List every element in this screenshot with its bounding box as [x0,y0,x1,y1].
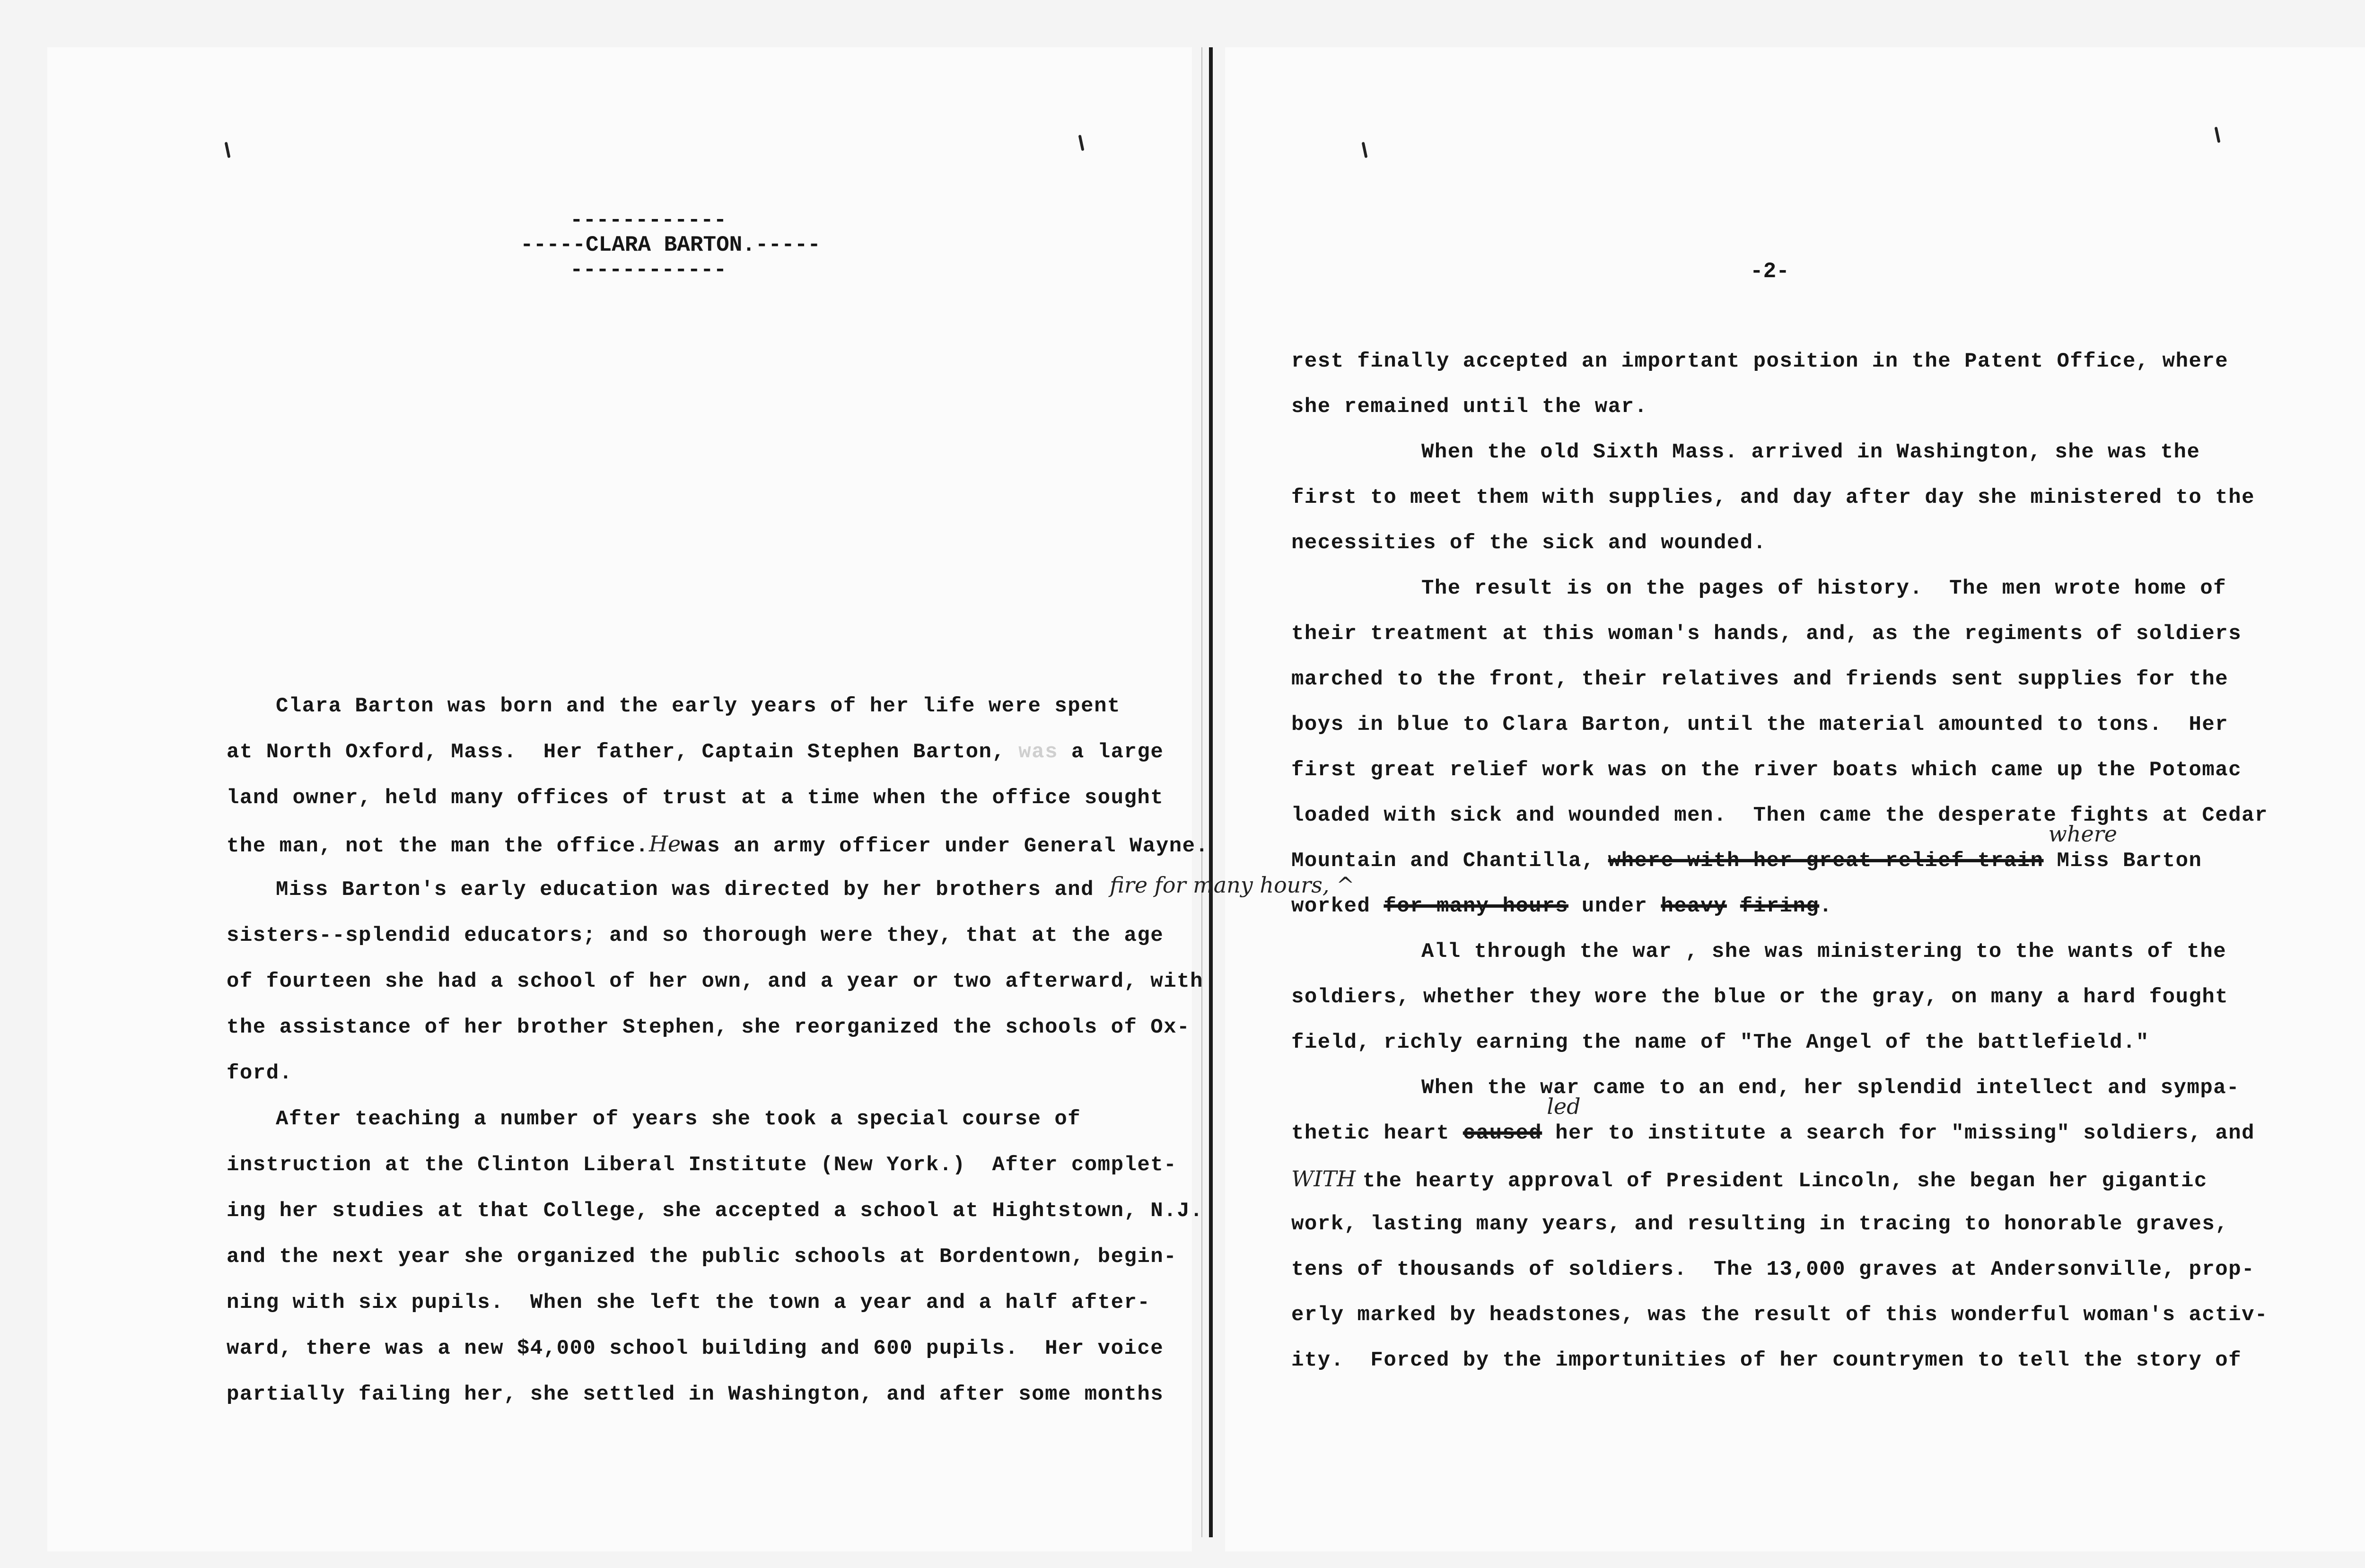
typed-text: worked [1291,894,1384,918]
text-line [227,784,1164,812]
typed-text: necessities of the sick and wounded. [1291,531,1767,555]
text-line [227,1334,1164,1363]
typed-text [1727,894,1740,918]
title-rule-top: ------------ [570,208,727,233]
typed-text: After teaching a number of years she took a special course of [276,1107,1081,1131]
text-line [1291,1165,2207,1195]
text-line [1110,872,1833,920]
typed-text: land owner, held many offices of trust at a time when the office sought [227,786,1164,810]
typed-text: ford. [227,1061,293,1085]
typed-text: ward, there was a new $4,000 school building and 600 pupils. Her voice [227,1337,1164,1360]
text-line [276,1105,1081,1133]
struck-text: caused [1463,1121,1542,1145]
text-line [1421,937,2226,966]
typed-text: rest finally accepted an important position in the Patent Office, where [1291,350,2229,373]
text-line [1291,801,2268,830]
text-line [227,1059,293,1087]
text-line [276,692,1121,720]
typed-text: erly marked by headstones, was the result of this wonderful woman's activ- [1291,1303,2268,1327]
title-rule-bottom: ------------ [570,258,727,282]
page-divider [1209,47,1213,1537]
typed-text: marched to the front, their relatives and friends sent supplies for the [1291,667,2229,691]
typed-text: her to institute a search for "missing" soldiers, and [1542,1121,2255,1145]
typed-text: sisters--splendid educators; and so thorough were they, that at the age [227,924,1164,947]
text-line [1291,483,2255,512]
typed-text: Clara Barton was born and the early years of her life were spent [276,694,1121,718]
handwritten-note: He [648,831,681,857]
text-line [1291,1210,2228,1238]
struck-text: firing [1740,894,1820,918]
typed-text: first great relief work was on the river boats which came up the Potomac [1291,758,2242,782]
typed-text: the hearty approval of President Lincoln, she began her gigantic [1362,1169,2207,1193]
typed-text: All through the war , she was ministering to the wants of the [1421,940,2227,964]
typed-text: ity. Forced by the importunities of her countrymen to tell the story of [1291,1349,2242,1372]
page-edge [1201,47,1202,1537]
typed-text: field, richly earning the name of "The Angel of the battlefield." [1291,1031,2149,1054]
struck-text: heavy [1661,894,1727,918]
typed-text: the man, not the man the office. [227,834,649,858]
struck-text: where with her great relief train [1608,849,2044,873]
text-line [227,1380,1164,1409]
typed-text: Miss Barton [2043,849,2202,873]
text-line [227,967,1203,996]
typed-text: their treatment at this woman's hands, and, as the regiments of soldiers [1291,622,2242,646]
text-line [1291,1255,2255,1284]
typed-text: and the next year she organized the public schools at Bordentown, begin- [227,1245,1177,1269]
page-number: -2- [1750,259,1789,284]
typed-text: loaded with sick and wounded men. Then came the desperate fights at Cedar [1291,804,2268,827]
text-line [1421,438,2200,466]
text-line [1291,1301,2268,1329]
typed-text: she remained until the war. [1291,395,1648,419]
text-line [1421,574,2226,603]
typed-text: was [1018,740,1058,764]
text-line [227,1151,1177,1179]
text-line [1291,393,1647,421]
text-line [227,1243,1177,1271]
text-line [227,1197,1203,1225]
text-line [227,1013,1190,1042]
text-line [227,738,1164,766]
typed-text: The result is on the pages of history. The men wrote home of [1421,577,2227,600]
typed-text: Mountain and Chantilla, [1291,849,1608,873]
typed-text: Miss Barton's early education was directed by her brothers and [276,878,1095,902]
text-line [1291,756,2242,784]
document-title: -----CLARA BARTON.----- [520,233,821,257]
text-line [1291,665,2228,693]
struck-text: for many hours [1384,894,1569,918]
text-line [227,1288,1150,1317]
typed-text: When the war came to an end, her splendid intellect and sympa- [1421,1076,2240,1100]
typed-text: tens of thousands of soldiers. The 13,000 graves at Andersonville, prop- [1291,1258,2255,1281]
handwritten-note: led [1547,1094,1581,1119]
text-line [1291,620,2242,648]
typed-text: boys in blue to Clara Barton, until the material amounted to tons. Her [1291,713,2229,736]
typed-text: work, lasting many years, and resulting in tracing to honorable graves, [1291,1212,2229,1236]
text-line [1291,983,2228,1011]
typed-text: When the old Sixth Mass. arrived in Washington, she was the [1421,440,2200,464]
typed-text: instruction at the Clinton Liberal Institute (New York.) After complet- [227,1153,1177,1177]
text-line [1291,1094,2255,1148]
text-line [1291,1346,2242,1375]
typed-text: ing her studies at that College, she accepted a school at Hightstown, N.J. [227,1199,1203,1223]
typed-text: the assistance of her brother Stephen, she reorganized the schools of Ox- [227,1016,1191,1039]
text-line [1291,529,1767,557]
text-line [276,876,1094,904]
typed-text: of fourteen she had a school of her own, and a year or two afterward, with [227,970,1203,993]
typed-text: ning with six pupils. When she left the town a year and a half after- [227,1291,1151,1314]
typed-text: . [1819,894,1833,918]
handwritten-note: WITH [1291,1166,1363,1191]
text-line [227,921,1164,950]
typed-text: under [1568,894,1661,918]
text-line [227,830,1209,860]
typed-text: partially failing her, she settled in Washington, and after some months [227,1383,1164,1406]
handwritten-note: fire for many hours, ^ [1110,872,1355,898]
typed-text: soldiers, whether they wore the blue or the gray, on many a hard fought [1291,985,2229,1009]
typed-text: thetic heart [1291,1121,1463,1145]
typed-text: first to meet them with supplies, and day after day she ministered to the [1291,486,2255,509]
typed-text: a large [1058,740,1164,764]
text-line [1291,821,2202,875]
text-line [1291,347,2228,376]
text-line [1291,1028,2149,1057]
text-line [1421,1074,2240,1102]
typed-text: was an army officer under General Wayne. [681,834,1209,858]
typed-text: at North Oxford, Mass. Her father, Captain Stephen Barton, [227,740,1019,764]
text-line [1291,710,2228,739]
handwritten-note: where [2048,821,2117,847]
